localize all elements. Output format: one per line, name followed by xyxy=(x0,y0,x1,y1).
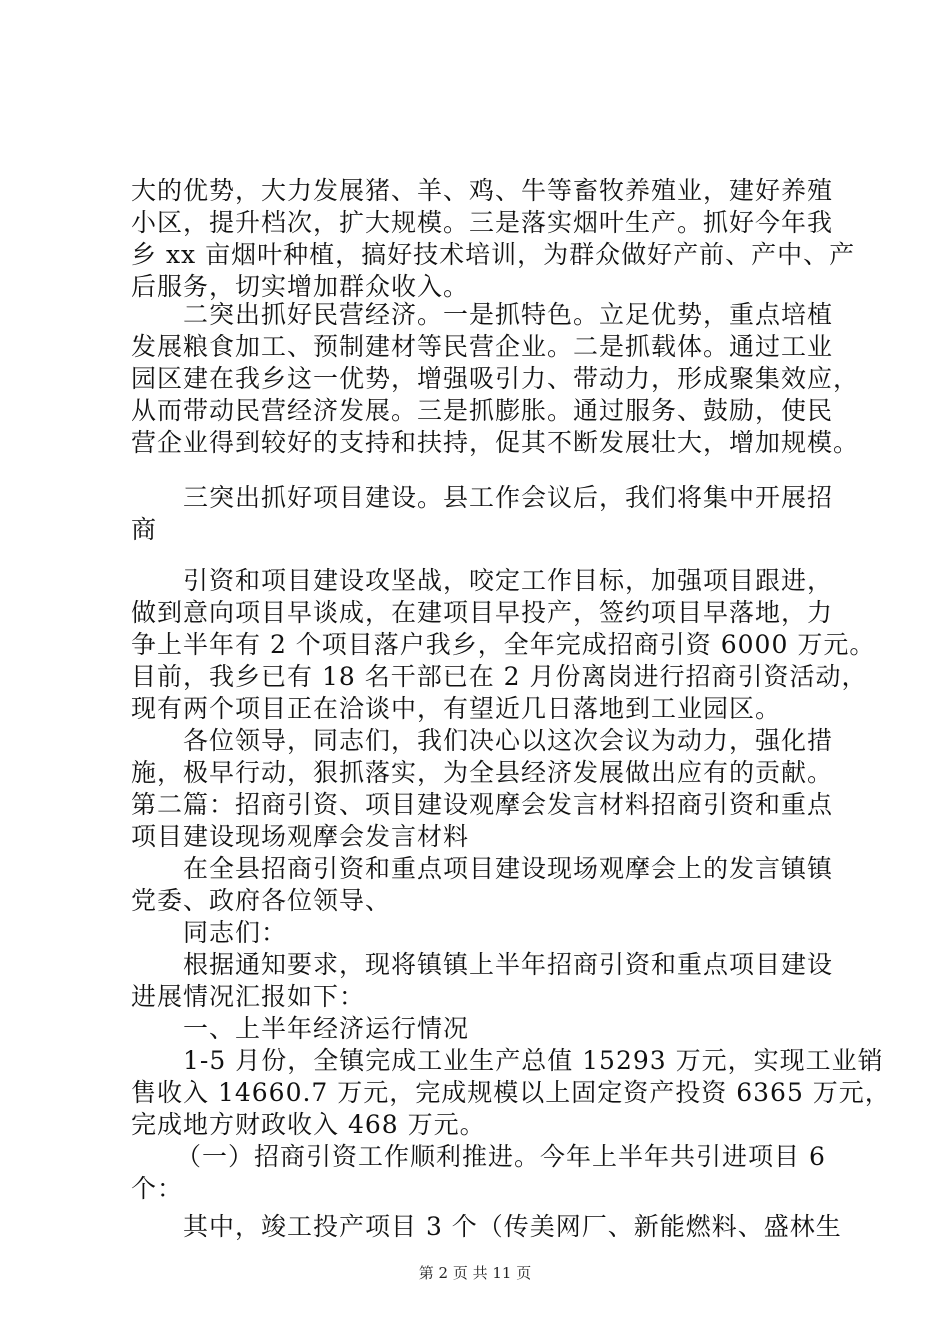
paragraph-line: 施，极早行动，狠抓落实，为全县经济发展做出应有的贡献。 xyxy=(131,758,834,787)
paragraph-line: 现有两个项目正在洽谈中，有望近几日落地到工业园区。 xyxy=(131,694,782,723)
paragraph-line: 营企业得到较好的支持和扶持，促其不断发展壮大，增加规模。 xyxy=(131,428,860,457)
paragraph-line: 一、上半年经济运行情况 xyxy=(183,1014,470,1043)
page-footer: 第 2 页 共 11 页 xyxy=(418,1264,532,1282)
paragraph-line: 其中，竣工投产项目 3 个（传美网厂、新能燃料、盛林生 xyxy=(183,1212,842,1241)
paragraph-line: （一）招商引资工作顺利推进。今年上半年共引进项目 6 xyxy=(176,1142,826,1171)
paragraph-line: 商 xyxy=(131,515,158,544)
paragraph-line: 各位领导，同志们，我们决心以这次会议为动力，强化措 xyxy=(183,726,834,755)
paragraph-line: 同志们： xyxy=(183,918,288,947)
paragraph-line: 二突出抓好民营经济。一是抓特色。立足优势，重点培植 xyxy=(183,300,834,329)
section-heading-line: 项目建设现场观摩会发言材料 xyxy=(131,822,470,851)
paragraph-line: 小区，提升档次，扩大规模。三是落实烟叶生产。抓好今年我 xyxy=(131,208,834,237)
paragraph-line: 进展情况汇报如下： xyxy=(131,982,366,1011)
paragraph-line: 做到意向项目早谈成，在建项目早投产，签约项目早落地，力 xyxy=(131,598,834,627)
paragraph-line: 引资和项目建设攻坚战，咬定工作目标，加强项目跟进， xyxy=(183,566,834,595)
paragraph-line: 乡 xx 亩烟叶种植，搞好技术培训，为群众做好产前、产中、产 xyxy=(131,240,856,269)
paragraph-line: 个： xyxy=(131,1174,184,1203)
paragraph-line: 三突出抓好项目建设。县工作会议后，我们将集中开展招 xyxy=(183,483,834,512)
paragraph-line: 在全县招商引资和重点项目建设现场观摩会上的发言镇镇 xyxy=(183,854,834,883)
paragraph-line: 后服务，切实增加群众收入。 xyxy=(131,272,470,301)
paragraph-line: 大的优势，大力发展猪、羊、鸡、牛等畜牧养殖业，建好养殖 xyxy=(131,176,834,205)
paragraph-line: 园区建在我乡这一优势，增强吸引力、带动力，形成聚集效应， xyxy=(131,364,860,393)
paragraph-line: 目前，我乡已有 18 名干部已在 2 月份离岗进行招商引资活动， xyxy=(131,662,868,691)
paragraph-line: 1-5 月份，全镇完成工业生产总值 15293 万元，实现工业销 xyxy=(183,1046,884,1075)
paragraph-line: 根据通知要求，现将镇镇上半年招商引资和重点项目建设 xyxy=(183,950,834,979)
section-heading-line: 第二篇：招商引资、项目建设观摩会发言材料招商引资和重点 xyxy=(131,790,834,819)
paragraph-line: 从而带动民营经济发展。三是抓膨胀。通过服务、鼓励，使民 xyxy=(131,396,834,425)
paragraph-line: 发展粮食加工、预制建材等民营企业。二是抓载体。通过工业 xyxy=(131,332,834,361)
paragraph-line: 售收入 14660.7 万元，完成规模以上固定资产投资 6365 万元， xyxy=(131,1078,891,1107)
paragraph-line: 党委、政府各位领导、 xyxy=(131,886,392,915)
paragraph-line: 完成地方财政收入 468 万元。 xyxy=(131,1110,486,1139)
paragraph-line: 争上半年有 2 个项目落户我乡，全年完成招商引资 6000 万元。 xyxy=(131,630,876,659)
